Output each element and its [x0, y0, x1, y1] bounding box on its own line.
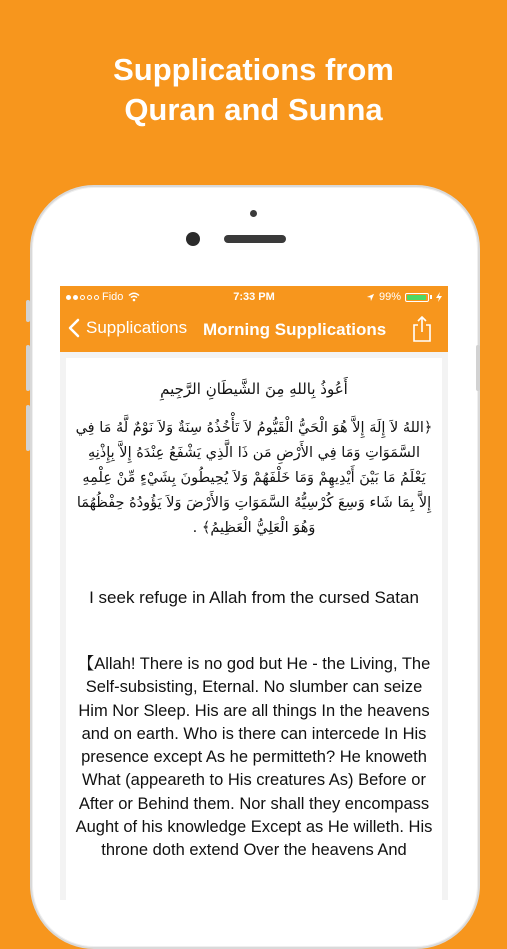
promo-headline-line2: Quran and Sunna: [124, 92, 383, 127]
battery-icon: [405, 293, 429, 302]
volume-up-button: [26, 345, 30, 391]
arabic-title: أَعُوذُ بِاللهِ مِنَ الشَّيطَانِ الرَّجِيمِ: [160, 380, 348, 398]
share-icon[interactable]: [412, 316, 432, 342]
promo-headline: [0, 50, 507, 130]
battery-nub: [430, 295, 432, 299]
english-body: 【Allah! There is no god but He - the Living, The Self-subsisting, Eternal. No slumber can seize Him Nor Sleep. His are all things In the heavens and on earth. Who is there can intercede In His presence except As he permitteth? He knoweth What (appeareth to His creatures As) Before or After or Behind them. Nor shall they encompass Aught of his knowledge Except as He willeth. His throne doth extend Over the heavens And: [75, 655, 433, 860]
arabic-body: ﴿اللهُ لاَ إِلَهَ إِلاَّ هُوَ الْحَيُّ الْقَيُّومُ لاَ تَأْخُذُهُ سِنَةٌ وَلاَ نَوْمٌ لَّهُ مَا فِي السَّمَوَاتِ وَمَا فِي الأَرْضِ مَن ذَا الَّذِي يَشْفَعُ عِنْدَهُ إِلاَّ بِإِذْنِهِ يَعْلَمُ مَا بَيْنَ أَيْدِيهِمْ وَمَا خَلْفَهُمْ وَلاَ يُحِيطُونَ بِشَيْءٍ مِّنْ عِلْمِهِ إِلاَّ بِمَا شَاء وَسِعَ كُرْسِيُّهُ السَّمَوَاتِ وَالأَرْضَ وَلاَ يَؤُودُهُ حِفْظُهُمَا وَهُوَ الْعَلِيُّ الْعَظِيمُ﴾ .: [75, 420, 433, 536]
volume-down-button: [26, 405, 30, 451]
promo-headline-line1: Supplications from: [113, 52, 394, 87]
back-button-label: Supplications: [86, 318, 188, 337]
battery-percent: 99%: [378, 291, 401, 303]
status-bar: [60, 286, 448, 308]
status-right: [366, 291, 442, 303]
english-title: I seek refuge in Allah from the cursed Satan: [89, 588, 419, 607]
app-screen: [60, 286, 448, 900]
back-button[interactable]: [68, 318, 187, 338]
earpiece-speaker: [224, 235, 286, 243]
proximity-sensor: [250, 210, 257, 217]
location-arrow-icon: [366, 293, 375, 302]
carrier-label: Fido: [102, 291, 124, 303]
power-button: [476, 345, 480, 391]
supplication-card: [66, 358, 442, 900]
mute-switch: [26, 300, 30, 322]
charging-icon: [436, 292, 442, 302]
status-time: 7:33 PM: [233, 291, 275, 303]
navigation-bar: [60, 308, 448, 352]
front-camera: [186, 232, 200, 246]
nav-title: Morning Supplications: [203, 320, 387, 339]
chevron-left-icon: [68, 318, 80, 338]
